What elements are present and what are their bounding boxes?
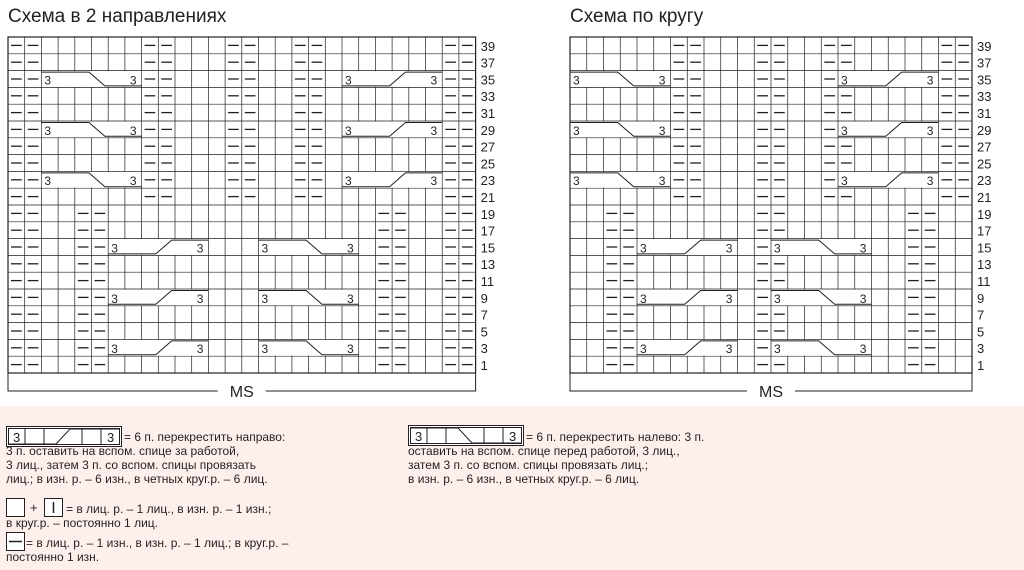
row-number: 13 [977, 257, 992, 273]
row-number: 31 [480, 106, 496, 121]
cable-cross-right [570, 122, 671, 138]
cable-left-num: 3 [345, 123, 352, 138]
chart-title-two-way: Схема в 2 направлениях [8, 6, 227, 27]
cable-right-num: 3 [347, 342, 354, 357]
plus-sign: + [30, 500, 38, 515]
legend-cable-right-line: 3 лиц., затем 3 п. со вспом. спицы провязать [6, 458, 257, 472]
cable-right-num: 3 [725, 241, 733, 256]
cable-right-num: 3 [129, 73, 137, 88]
row-number: 35 [480, 72, 496, 88]
cable-left-num: 3 [44, 73, 52, 88]
cable-right-num: 3 [658, 73, 666, 88]
chart-title-round: Схема по кругу [570, 6, 704, 27]
cable-cross-left [838, 71, 939, 87]
row-number: 33 [977, 89, 992, 105]
cable-cross-left [838, 122, 939, 138]
cable-left-num: 3 [640, 241, 647, 256]
cable-left-num: 3 [774, 291, 781, 306]
cable-cross-right [771, 239, 872, 255]
row-number: 21 [480, 190, 496, 205]
row-number: 9 [480, 290, 488, 306]
cable-right-num: 3 [859, 291, 867, 306]
row-number: 29 [480, 122, 496, 138]
row-number: 11 [977, 274, 991, 289]
cable-left-num: 3 [111, 342, 118, 357]
cable-left-num: 3 [841, 73, 848, 88]
row-number: 5 [480, 324, 488, 340]
cable-cross-right [771, 290, 872, 306]
cable-left-num: 3 [261, 342, 269, 357]
row-number: 25 [480, 156, 496, 172]
cable-left-num: 3 [111, 291, 118, 306]
cable-right-num: 3 [196, 342, 204, 357]
legend-purl-text [6, 536, 288, 564]
legend-cable-right-line: 3 п. оставить на вспом. спице за работой, [6, 444, 240, 458]
row-number: 13 [480, 257, 496, 273]
row-number: 7 [480, 307, 488, 323]
cable-right-symbol-left-num: 3 [13, 430, 21, 445]
cable-right-num: 3 [658, 123, 666, 138]
legend-purl-line: = в лиц. р. – 1 изн., в изн. р. – 1 лиц.; в круг.р. – [26, 536, 289, 550]
legend-knit-line: в круг.р. – постоянно 1 лиц. [6, 516, 158, 530]
ms-label: MS [759, 384, 783, 401]
row-number: 5 [977, 324, 985, 340]
cable-left-num: 3 [261, 241, 269, 256]
cable-right-num: 3 [926, 73, 934, 88]
legend-cable-right-line: = 6 п. перекрестить направо: [124, 430, 286, 444]
cable-right-num: 3 [430, 73, 438, 88]
cable-right-num: 3 [658, 174, 666, 189]
cable-left-num: 3 [841, 123, 848, 138]
cable-left-num: 3 [44, 123, 52, 138]
cable-right-num: 3 [859, 342, 867, 357]
row-number: 19 [977, 206, 992, 222]
row-number: 37 [480, 55, 496, 71]
cable-right-num: 3 [129, 174, 137, 189]
cable-right-num: 3 [196, 291, 204, 306]
row-number: 3 [480, 341, 488, 357]
legend-cable-left-text [408, 430, 704, 486]
cable-right-symbol-right-num: 3 [107, 430, 115, 445]
legend-knit-line: = в лиц. р. – 1 лиц., в изн. р. – 1 изн.; [66, 502, 272, 516]
row-number: 35 [977, 72, 992, 88]
cable-cross-left [838, 172, 939, 188]
cable-left-num: 3 [345, 73, 352, 88]
cable-right-num: 3 [430, 123, 438, 138]
cable-right-num: 3 [926, 123, 934, 138]
row-number: 27 [977, 139, 992, 155]
cable-left-num: 3 [774, 241, 781, 256]
row-number: 15 [977, 240, 992, 256]
cable-right-num: 3 [725, 342, 733, 357]
row-number: 37 [977, 55, 992, 71]
cable-right-num: 3 [725, 291, 733, 306]
cable-left-num: 3 [640, 342, 647, 357]
row-number: 1 [480, 358, 488, 373]
cable-left-num: 3 [573, 73, 580, 88]
row-number: 39 [480, 38, 496, 54]
cable-cross-left [637, 290, 738, 306]
row-number: 19 [480, 206, 496, 222]
cable-right-num: 3 [196, 241, 204, 256]
cable-right-num: 3 [926, 174, 934, 189]
cable-left-symbol-left-num: 3 [415, 429, 423, 444]
row-number: 27 [480, 139, 496, 155]
cable-right-num: 3 [347, 241, 354, 256]
legend-cable-right-text [6, 430, 285, 486]
row-number: 33 [480, 89, 496, 105]
cable-left-num: 3 [573, 123, 580, 138]
row-number: 25 [977, 156, 992, 172]
legend-cable-left-line: оставить на вспом. спице перед работой, 3 лиц., [408, 444, 680, 458]
cable-left-num: 3 [261, 291, 269, 306]
cable-left-num: 3 [640, 291, 647, 306]
cable-right-num: 3 [129, 123, 137, 138]
cable-left-num: 3 [841, 174, 848, 189]
row-number: 17 [977, 223, 992, 239]
row-number: 1 [977, 358, 985, 373]
cable-cross-right [771, 340, 872, 356]
cable-left-num: 3 [111, 241, 118, 256]
legend-cable-left-line: = 6 п. перекрестить налево: 3 п. [526, 430, 705, 444]
row-number: 17 [480, 223, 496, 239]
cable-right-num: 3 [347, 291, 354, 306]
chart-grid [570, 37, 972, 373]
row-number: 21 [977, 190, 992, 205]
legend-cable-right-line: лиц.; в изн. р. – 6 изн., в четных круг.р. – 6 лиц. [6, 472, 268, 486]
row-number: 7 [977, 307, 985, 323]
cable-left-num: 3 [44, 174, 52, 189]
row-number: 39 [977, 38, 992, 54]
legend-knit-text [6, 502, 271, 530]
legend-cable-left-line: в изн. р. – 6 изн., в четных круг.р. – 6 лиц. [408, 472, 640, 486]
cable-cross-left [637, 239, 738, 255]
cable-left-num: 3 [774, 342, 781, 357]
cable-left-symbol-right-num: 3 [509, 429, 517, 444]
legend-purl-line: постоянно 1 изн. [6, 550, 100, 564]
row-number: 9 [977, 290, 985, 306]
cable-right-num: 3 [430, 174, 438, 189]
row-number: 29 [977, 122, 992, 138]
row-number: 3 [977, 341, 985, 357]
legend-cable-left-line: затем 3 п. со вспом. спицы провязать лиц.; [408, 458, 649, 472]
row-number: 31 [977, 106, 992, 121]
row-number: 23 [480, 173, 496, 189]
cable-left-num: 3 [345, 174, 352, 189]
cable-cross-right [570, 172, 671, 188]
row-number: 11 [480, 274, 495, 289]
row-number: 23 [977, 173, 992, 189]
cable-cross-left [637, 340, 738, 356]
legend-panel [0, 406, 1024, 570]
row-number: 15 [480, 240, 496, 256]
cable-cross-right [570, 71, 671, 87]
cable-right-num: 3 [859, 241, 867, 256]
cable-left-num: 3 [573, 174, 580, 189]
ms-label: MS [229, 384, 254, 401]
